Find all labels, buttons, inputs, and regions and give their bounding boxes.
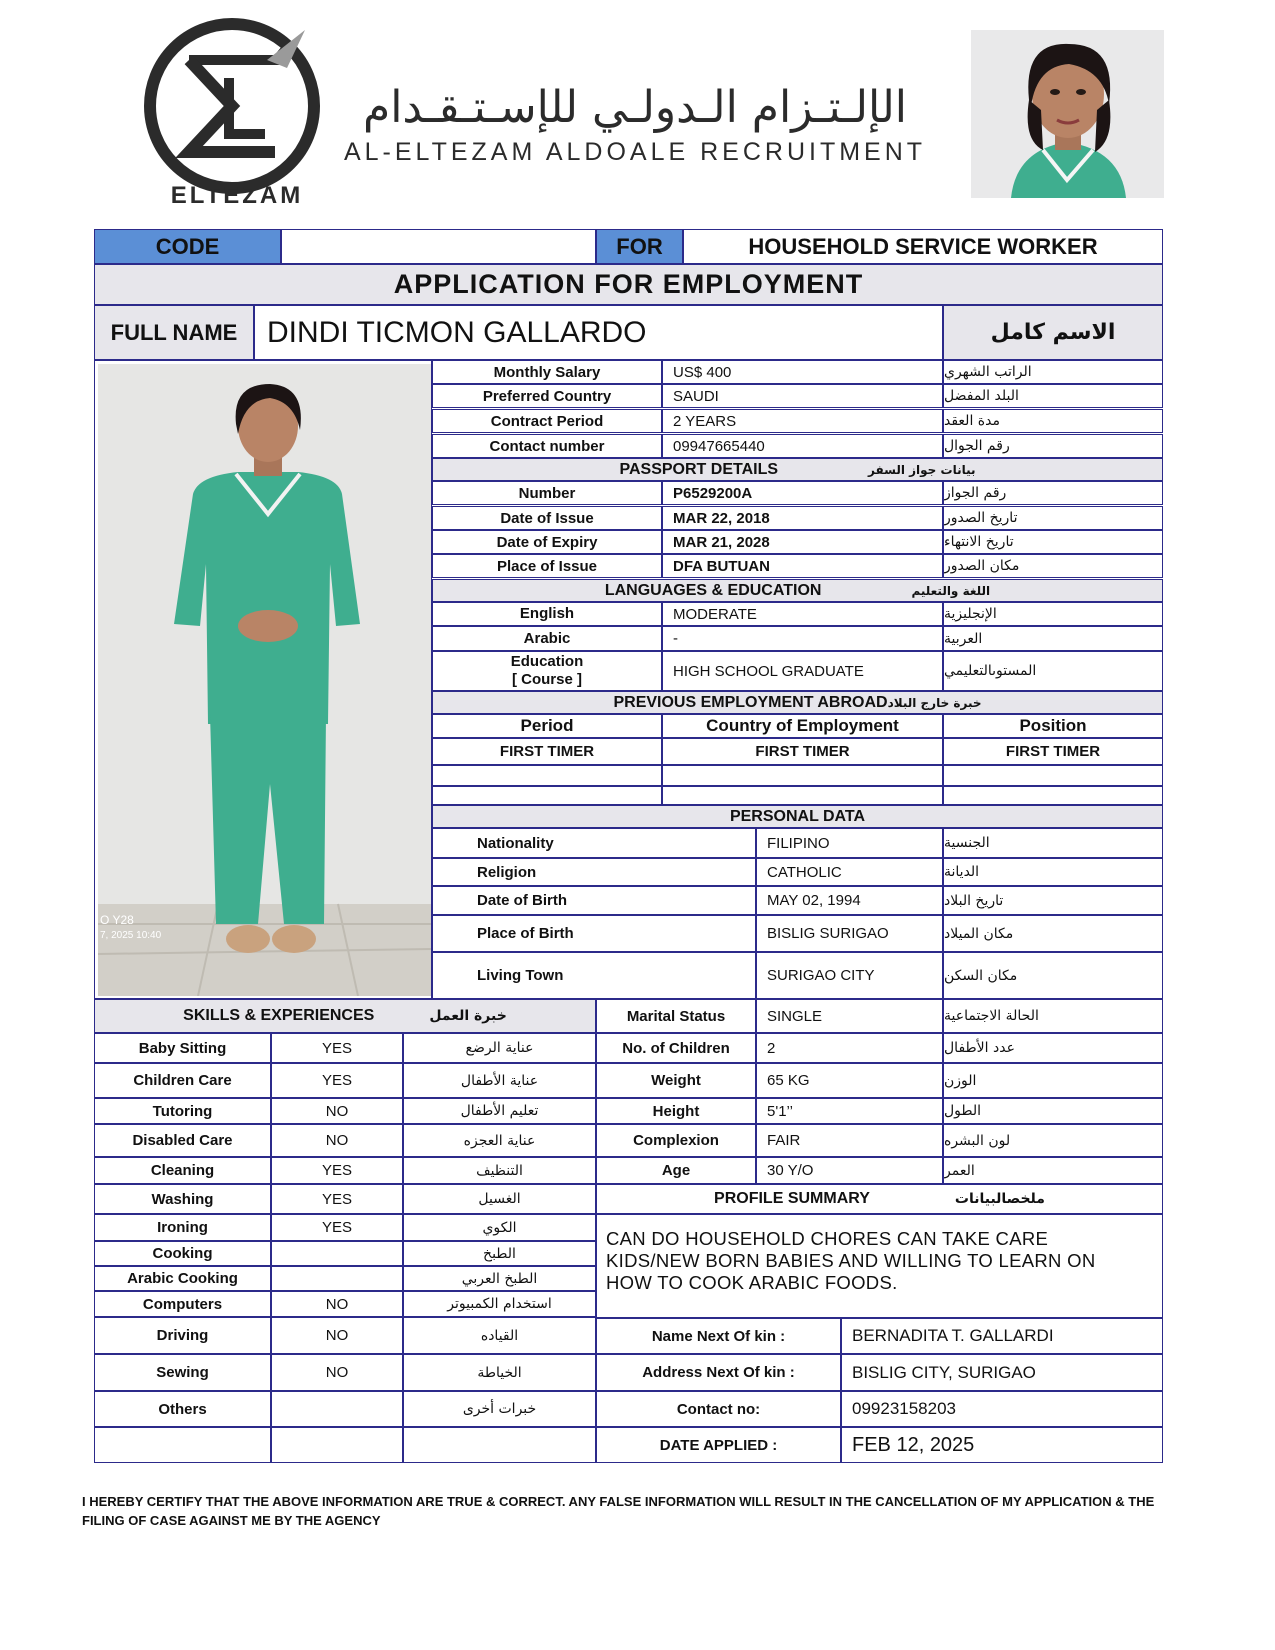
job-label-arabic: الراتب الشهري	[943, 360, 1163, 384]
personal-value: FILIPINO	[756, 828, 943, 858]
skill-label: Sewing	[94, 1354, 271, 1391]
previous-cell	[662, 786, 943, 805]
skill-value: NO	[271, 1291, 403, 1317]
previous-cell	[943, 786, 1163, 805]
skill-label: Driving	[94, 1317, 271, 1354]
passport-title: PASSPORT DETAILS	[619, 460, 779, 478]
skill-value: YES	[271, 1033, 403, 1063]
certification-disclaimer: I HEREBY CERTIFY THAT THE ABOVE INFORMATION ARE TRUE & CORRECT. ANY FALSE INFORMATION WILL RESULT IN THE CANCELLATION OF MY APPLICATION & THE FILING OF CASE AGAINST ME BY THE AGENCY	[82, 1494, 1155, 1528]
personal-value: SURIGAO CITY	[756, 952, 943, 999]
personal-label: Place of Birth	[432, 915, 756, 952]
skill-label: Cooking	[94, 1241, 271, 1266]
next-of-kin-value: 09923158203	[841, 1391, 1163, 1427]
passport-value: MAR 22, 2018	[662, 506, 943, 530]
skill-label: Tutoring	[94, 1098, 271, 1124]
job-label-arabic: البلد المفضل	[943, 384, 1163, 408]
position-applied: HOUSEHOLD SERVICE WORKER	[683, 229, 1163, 264]
previous-column-header: Period	[432, 714, 662, 738]
previous-title-arabic: خبرة خارج البلاد	[887, 695, 982, 710]
skill-label-arabic: الغسيل	[403, 1184, 596, 1214]
skill-value	[271, 1241, 403, 1266]
profile-title-arabic: ملخصالبيانات	[954, 1191, 1045, 1207]
code-label: CODE	[94, 229, 281, 264]
skill-label: Children Care	[94, 1063, 271, 1098]
skill-label: Cleaning	[94, 1157, 271, 1184]
personal-label-arabic: تاريخ البلاد	[943, 886, 1163, 915]
skill-label: Others	[94, 1391, 271, 1427]
status-label: Marital Status	[596, 999, 756, 1033]
job-label: Contact number	[432, 434, 662, 458]
language-value: HIGH SCHOOL GRADUATE	[662, 651, 943, 691]
languages-title: LANGUAGES & EDUCATION	[604, 581, 822, 599]
skill-label-arabic: الخياطة	[403, 1354, 596, 1391]
previous-cell	[432, 765, 662, 786]
status-label-arabic: الطول	[943, 1098, 1163, 1124]
skill-label-arabic: تعليم الأطفال	[403, 1098, 596, 1124]
skill-value: NO	[271, 1317, 403, 1354]
skill-label	[94, 1427, 271, 1463]
passport-section-header	[432, 458, 1163, 481]
full-name-value: DINDI TICMON GALLARDO	[254, 305, 943, 360]
personal-label-arabic: الجنسية	[943, 828, 1163, 858]
job-value: 09947665440	[662, 434, 943, 458]
language-label-arabic: الإنجليزية	[943, 602, 1163, 626]
next-of-kin-label: Name Next Of kin :	[596, 1318, 841, 1354]
skill-label-arabic: عناية العجزه	[403, 1124, 596, 1157]
skill-label-arabic: الكوي	[403, 1214, 596, 1241]
personal-label: Nationality	[432, 828, 756, 858]
personal-label-arabic: مكان الميلاد	[943, 915, 1163, 952]
skill-label-arabic: خبرات أخرى	[403, 1391, 596, 1427]
previous-cell	[943, 765, 1163, 786]
status-value: 65 KG	[756, 1063, 943, 1098]
passport-label-arabic: رقم الجواز	[943, 481, 1163, 505]
skill-label: Disabled Care	[94, 1124, 271, 1157]
status-label-arabic: لون البشره	[943, 1124, 1163, 1157]
status-label: No. of Children	[596, 1033, 756, 1063]
language-label: Arabic	[432, 626, 662, 651]
status-value: FAIR	[756, 1124, 943, 1157]
previous-cell	[662, 765, 943, 786]
status-value: 5'1’’	[756, 1098, 943, 1124]
brand-name-arabic: الإلـتـزام الـدولـي للإسـتـقـدام	[362, 82, 908, 133]
next-of-kin-label: Address Next Of kin :	[596, 1354, 841, 1391]
profile-summary-header	[596, 1184, 1163, 1214]
skill-label: Ironing	[94, 1214, 271, 1241]
skill-label-arabic: القياده	[403, 1317, 596, 1354]
personal-value: BISLIG SURIGAO	[756, 915, 943, 952]
skill-value: NO	[271, 1124, 403, 1157]
status-label: Complexion	[596, 1124, 756, 1157]
passport-value: MAR 21, 2028	[662, 530, 943, 554]
status-value: 30 Y/O	[756, 1157, 943, 1184]
previous-cell	[432, 786, 662, 805]
skill-value: YES	[271, 1157, 403, 1184]
previous-cell: FIRST TIMER	[662, 738, 943, 765]
passport-label: Date of Issue	[432, 506, 662, 530]
brand-name-english: AL-ELTEZAM ALDOALE RECRUITMENT	[343, 138, 927, 166]
status-label-arabic: الحالة الاجتماعية	[943, 999, 1163, 1033]
for-label: FOR	[596, 229, 683, 264]
personal-value: CATHOLIC	[756, 858, 943, 886]
status-label-arabic: العمر	[943, 1157, 1163, 1184]
languages-title-arabic: اللغة والتعليم	[911, 583, 991, 598]
skill-value: YES	[271, 1184, 403, 1214]
code-value	[281, 229, 596, 264]
language-label-arabic: العربية	[943, 626, 1163, 651]
skill-value: YES	[271, 1214, 403, 1241]
passport-value: DFA BUTUAN	[662, 554, 943, 578]
job-label-arabic: مدة العقد	[943, 409, 1163, 433]
skill-value	[271, 1266, 403, 1291]
personal-value: MAY 02, 1994	[756, 886, 943, 915]
personal-label-arabic: مكان السكن	[943, 952, 1163, 999]
profile-title: PROFILE SUMMARY	[714, 1190, 870, 1207]
passport-title-arabic: بيانات جواز السفر	[868, 462, 976, 477]
skill-value: YES	[271, 1063, 403, 1098]
skill-label: Washing	[94, 1184, 271, 1214]
photo-timestamp: O Y28	[100, 913, 134, 927]
photo-frame	[94, 360, 432, 999]
skill-value	[271, 1391, 403, 1427]
job-label-arabic: رقم الجوال	[943, 434, 1163, 458]
language-label: Education [ Course ]	[432, 651, 662, 691]
logo-wordmark: ELTEZAM	[170, 182, 304, 209]
language-value: MODERATE	[662, 602, 943, 626]
languages-section-header	[432, 579, 1163, 602]
status-label-arabic: عدد الأطفال	[943, 1033, 1163, 1063]
passport-label: Date of Expiry	[432, 530, 662, 554]
next-of-kin-label: Contact no:	[596, 1391, 841, 1427]
job-value: 2 YEARS	[662, 409, 943, 433]
language-value: -	[662, 626, 943, 651]
status-label: Weight	[596, 1063, 756, 1098]
skill-value	[271, 1427, 403, 1463]
previous-cell: FIRST TIMER	[943, 738, 1163, 765]
passport-label-arabic: تاريخ الصدور	[943, 506, 1163, 530]
personal-label: Date of Birth	[432, 886, 756, 915]
status-value: SINGLE	[756, 999, 943, 1033]
passport-value: P6529200A	[662, 481, 943, 505]
status-label: Age	[596, 1157, 756, 1184]
skills-section-header	[94, 999, 596, 1033]
skill-label-arabic: الطبخ العربي	[403, 1266, 596, 1291]
skills-title: SKILLS & EXPERIENCES	[183, 1007, 375, 1024]
job-value: SAUDI	[662, 384, 943, 408]
svg-text:7, 2025 10:40: 7, 2025 10:40	[100, 930, 162, 941]
form-title: APPLICATION FOR EMPLOYMENT	[94, 264, 1163, 305]
next-of-kin-value: BISLIG CITY, SURIGAO	[841, 1354, 1163, 1391]
skill-value: NO	[271, 1098, 403, 1124]
next-of-kin-value: FEB 12, 2025	[841, 1427, 1163, 1463]
next-of-kin-label: DATE APPLIED :	[596, 1427, 841, 1463]
passport-label-arabic: تاريخ الانتهاء	[943, 530, 1163, 554]
personal-label: Living Town	[432, 952, 756, 999]
previous-title: PREVIOUS EMPLOYMENT ABROAD	[613, 693, 888, 711]
skill-label: Arabic Cooking	[94, 1266, 271, 1291]
status-value: 2	[756, 1033, 943, 1063]
skill-label: Baby Sitting	[94, 1033, 271, 1063]
skill-label-arabic: عناية الرضع	[403, 1033, 596, 1063]
full-name-label-arabic: الاسم كامل	[943, 305, 1163, 360]
skill-label-arabic	[403, 1427, 596, 1463]
personal-data-header: PERSONAL DATA	[432, 805, 1163, 828]
status-label: Height	[596, 1098, 756, 1124]
personal-label-arabic: الديانة	[943, 858, 1163, 886]
skill-label-arabic: استخدام الكمبيوتر	[403, 1291, 596, 1317]
skill-label-arabic: التنظيف	[403, 1157, 596, 1184]
passport-label: Place of Issue	[432, 554, 662, 578]
passport-label-arabic: مكان الصدور	[943, 554, 1163, 578]
skill-label-arabic: عناية الأطفال	[403, 1063, 596, 1098]
skill-label: Computers	[94, 1291, 271, 1317]
skill-value: NO	[271, 1354, 403, 1391]
language-label: English	[432, 602, 662, 626]
passport-label: Number	[432, 481, 662, 505]
profile-summary-text: CAN DO HOUSEHOLD CHORES CAN TAKE CARE KIDS/NEW BORN BABIES AND WILLING TO LEARN ON HOW TO COOK ARABIC FOODS.	[596, 1214, 1163, 1318]
previous-column-header: Position	[943, 714, 1163, 738]
next-of-kin-value: BERNADITA T. GALLARDI	[841, 1318, 1163, 1354]
personal-label: Religion	[432, 858, 756, 886]
status-label-arabic: الوزن	[943, 1063, 1163, 1098]
job-label: Preferred Country	[432, 384, 662, 408]
skills-title-arabic: خبرة العمل	[429, 1008, 507, 1024]
language-label-arabic: المستوىالتعليمي	[943, 651, 1163, 691]
previous-column-header: Country of Employment	[662, 714, 943, 738]
job-value: US$ 400	[662, 360, 943, 384]
job-label: Monthly Salary	[432, 360, 662, 384]
previous-cell: FIRST TIMER	[432, 738, 662, 765]
job-label: Contract Period	[432, 409, 662, 433]
previous-employment-header	[432, 691, 1163, 714]
full-name-label: FULL NAME	[94, 305, 254, 360]
skill-label-arabic: الطبخ	[403, 1241, 596, 1266]
